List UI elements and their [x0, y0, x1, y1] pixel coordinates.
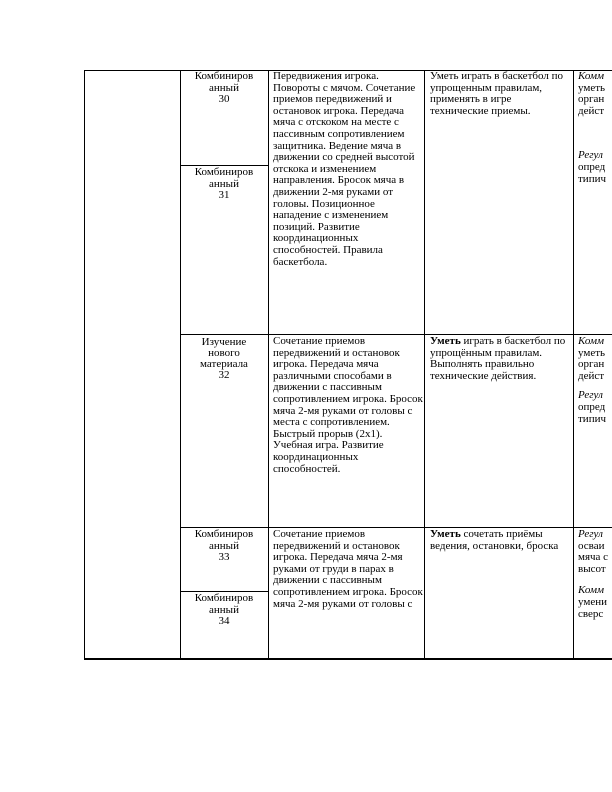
column-divider-4 [573, 70, 574, 660]
uud-line: типич [578, 172, 606, 185]
uud-cell [578, 529, 612, 630]
uud-line: мяча с [578, 551, 609, 564]
lesson-content: Сочетание приемов передвижений и остановок игрока. Передача мяча 2-мя руками от груди в парах в движении с пассивным сопротивлением игрока. Бросок мяча 2-мя руками от головы с [273, 529, 423, 610]
uud-line: типич [578, 412, 606, 425]
uud-line: умени [578, 595, 607, 608]
uud-label: Регул [578, 149, 603, 162]
skill-requirement [430, 71, 572, 117]
uud-line: опред [578, 400, 606, 413]
uud-line: орган [578, 358, 605, 371]
column-divider-3 [424, 70, 425, 660]
lesson-type-cell [181, 593, 267, 628]
uud-cell [578, 336, 612, 435]
uud-line: дейст [578, 104, 605, 117]
lesson-content: Сочетание приемов передвижений и остановок игрока. Передача мяча различными способами в движении с пассивным сопротивлением игрока. Бросок мяча 2-мя руками от головы с места с сопротивлением. Быстрый прорыв (2x1). Учебная игра. Развитие координационных способностей. [273, 336, 423, 475]
lesson-type-cell [181, 71, 267, 106]
lesson-type-cell [181, 529, 267, 564]
uud-label: Регул [578, 389, 603, 402]
table-left-border [84, 70, 85, 660]
uud-cell [578, 71, 612, 195]
uud-line: дейст [578, 369, 605, 382]
lesson-number: 33 [218, 551, 230, 564]
table-bottom-border [84, 658, 612, 660]
uud-label: Регул [578, 529, 603, 540]
skill-requirement [430, 529, 572, 552]
lesson-type: Комбиниров анный [194, 593, 254, 616]
skill-bold: Уметь [430, 336, 461, 347]
skill-text: сочетать приёмы ведения, остановки, броска [430, 529, 559, 552]
uud-line: уметь [578, 346, 606, 359]
lesson-number: 32 [218, 369, 230, 381]
uud-label: Комм [578, 71, 605, 82]
skill-requirement [430, 336, 572, 382]
lesson-divider-2 [180, 591, 268, 592]
uud-line: орган [578, 93, 605, 106]
uud-line: уметь [578, 81, 606, 94]
lesson-type: Комбиниров анный [194, 71, 254, 94]
lesson-content: Передвижения игрока. Повороты с мячом. Сочетание приемов передвижений и остановок игрока. Передача мяча с отскоком на месте с пассивным сопротивлением защитника. Ведение мяча в движении со средней высотой отскока и изменением направления. Бросок мяча в движении 2-мя руками от головы. Позиционное нападение с изменением позиций. Развитие координационных способностей. Правила баскетбола. [273, 71, 416, 268]
column-divider-2 [268, 70, 269, 660]
lesson-type-cell [181, 337, 267, 381]
lesson-type: Комбиниров анный [194, 529, 254, 552]
skill-text: играть в баскетбол по упрощённым правилам. Выполнять правильно технические действия. [430, 336, 566, 382]
skill-text: Уметь играть в баскетбол по упрощенным правилам, применять в игре технические приемы. [430, 71, 563, 117]
uud-label: Комм [578, 336, 605, 347]
lesson-type: Изучение нового материала [200, 337, 248, 370]
row-divider-2 [180, 527, 612, 528]
lesson-divider-1 [180, 165, 268, 166]
row-divider-1 [180, 334, 612, 335]
lesson-number: 30 [218, 93, 230, 106]
lesson-type-cell [181, 167, 267, 202]
uud-line: осваи [578, 539, 605, 552]
lesson-number: 34 [218, 615, 230, 628]
uud-line: сверс [578, 607, 604, 620]
uud-line: высот [578, 562, 606, 575]
uud-line: опред [578, 160, 606, 173]
lesson-type: Комбиниров анный [194, 167, 254, 190]
uud-label: Комм [578, 584, 605, 597]
skill-bold: Уметь [430, 529, 461, 540]
lesson-number: 31 [218, 189, 230, 202]
